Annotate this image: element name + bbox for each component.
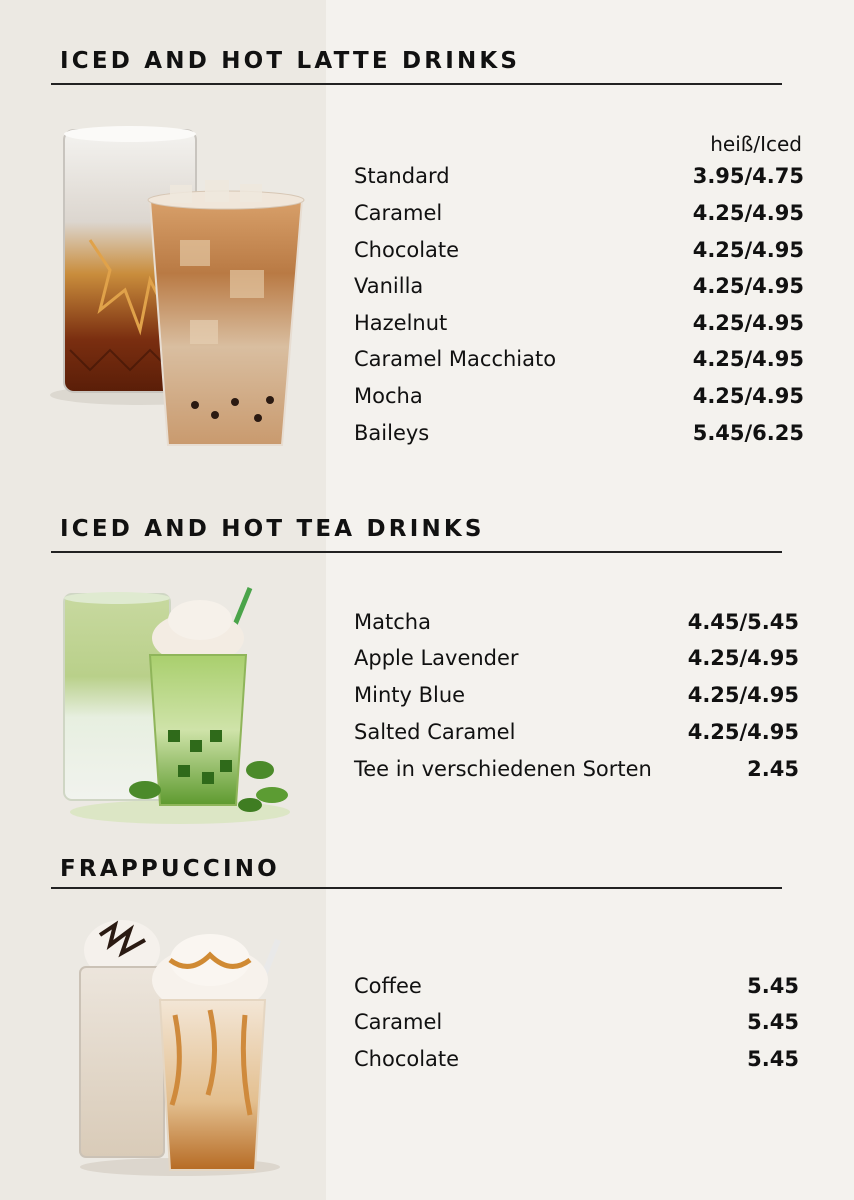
item-name: Chocolate: [354, 1047, 460, 1071]
menu-item: [354, 382, 804, 410]
menu-item: [354, 1045, 799, 1073]
item-name: Caramel: [354, 201, 443, 225]
menu-item: [354, 272, 804, 300]
item-name: Apple Lavender: [354, 646, 519, 670]
menu-item: [354, 972, 799, 1000]
frappuccino-drinks-illustration: [60, 905, 300, 1180]
section-title-tea: ICED AND HOT TEA DRINKS: [60, 516, 485, 542]
item-name: Tee in verschiedenen Sorten: [354, 757, 652, 781]
section-divider-latte: [51, 83, 782, 85]
item-price: 5.45: [747, 1010, 799, 1034]
item-price: 5.45/6.25: [692, 421, 804, 445]
item-name: Salted Caramel: [354, 720, 516, 744]
item-price: 4.25/4.95: [687, 683, 799, 707]
item-price: 2.45: [747, 757, 799, 781]
menu-item: [354, 236, 804, 264]
item-name: Coffee: [354, 974, 422, 998]
menu-item: [354, 644, 799, 672]
section-title-latte: ICED AND HOT LATTE DRINKS: [60, 48, 521, 74]
matcha-drinks-illustration: [50, 580, 310, 840]
menu-item: [354, 419, 804, 447]
item-price: 4.25/4.95: [692, 201, 804, 225]
menu-item: [354, 1008, 799, 1036]
item-name: Hazelnut: [354, 311, 448, 335]
menu-item: [354, 345, 804, 373]
item-price: 4.25/4.95: [692, 311, 804, 335]
item-name: Baileys: [354, 421, 430, 445]
menu-item: [354, 199, 804, 227]
section-title-frappuccino: FRAPPUCCINO: [60, 856, 280, 882]
item-name: Chocolate: [354, 238, 460, 262]
item-price: 4.25/4.95: [692, 274, 804, 298]
menu-item: [354, 162, 804, 190]
item-name: Caramel Macchiato: [354, 347, 557, 371]
price-column-header: heiß/Iced: [710, 132, 802, 156]
item-name: Minty Blue: [354, 683, 466, 707]
menu-item: [354, 755, 799, 783]
item-name: Caramel: [354, 1010, 443, 1034]
menu-item: [354, 608, 799, 636]
item-name: Matcha: [354, 610, 431, 634]
item-price: 5.45: [747, 1047, 799, 1071]
menu-item: [354, 718, 799, 746]
menu-item: [354, 681, 799, 709]
item-price: 4.25/4.95: [692, 347, 804, 371]
item-price: 4.45/5.45: [687, 610, 799, 634]
latte-drinks-illustration: [30, 120, 320, 470]
section-divider-frappuccino: [51, 887, 782, 889]
section-divider-tea: [51, 551, 782, 553]
item-price: 5.45: [747, 974, 799, 998]
item-price: 4.25/4.95: [687, 646, 799, 670]
menu-item: [354, 309, 804, 337]
item-price: 4.25/4.95: [692, 238, 804, 262]
item-name: Vanilla: [354, 274, 424, 298]
item-price: 4.25/4.95: [692, 384, 804, 408]
item-name: Mocha: [354, 384, 423, 408]
item-price: 4.25/4.95: [687, 720, 799, 744]
item-name: Standard: [354, 164, 450, 188]
item-price: 3.95/4.75: [692, 164, 804, 188]
